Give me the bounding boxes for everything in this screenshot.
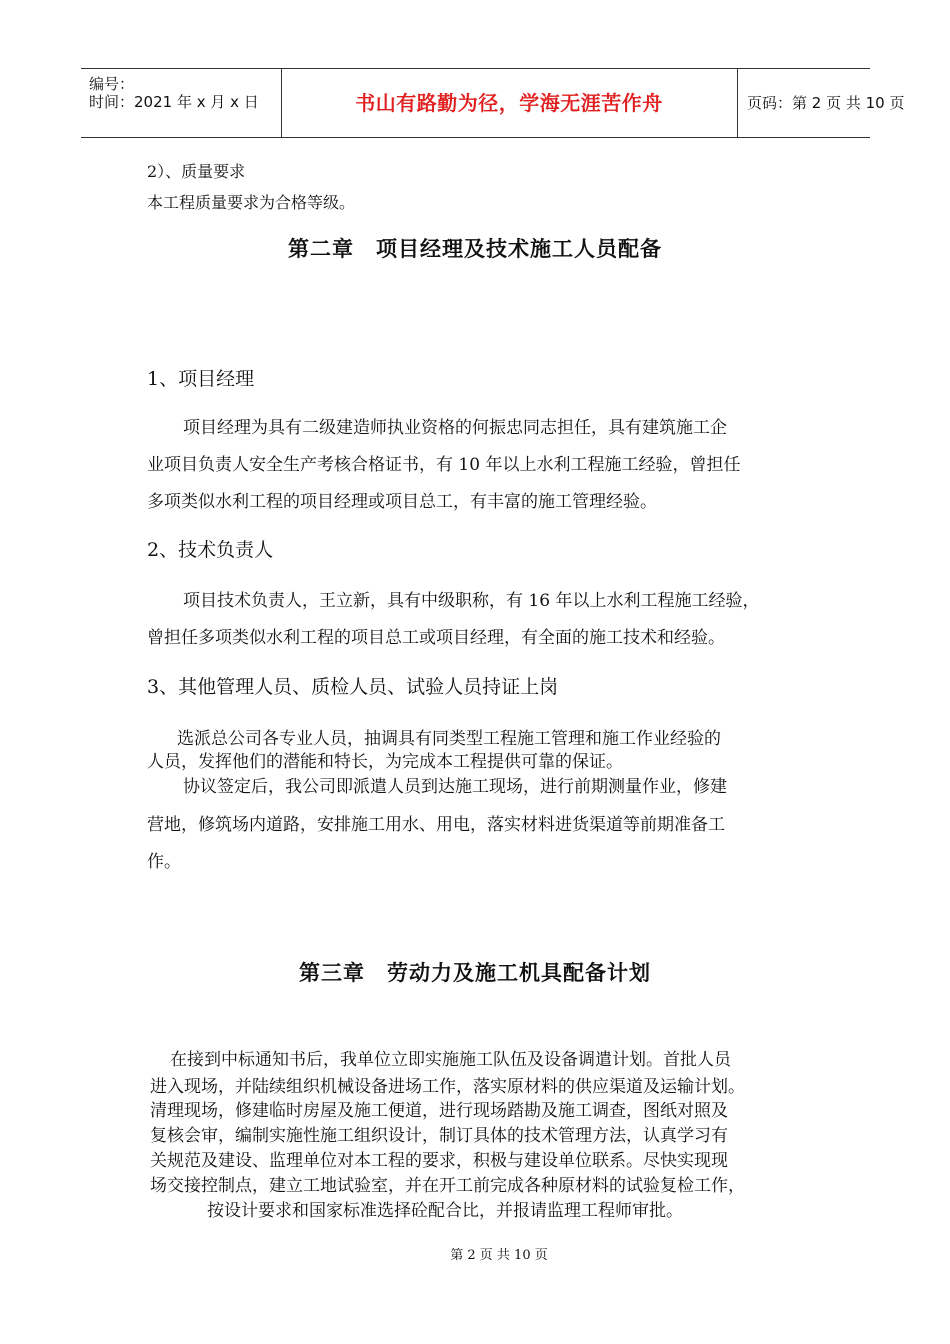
header-info-cell bbox=[81, 69, 282, 137]
paragraph-line: 项目技术负责人，王立新，具有中级职称，有 16 年以上水利工程施工经验， bbox=[183, 591, 760, 611]
document-date: 时间：2021 年 x 月 x 日 bbox=[89, 93, 259, 111]
chapter2-title: 第二章 项目经理及技术施工人员配备 bbox=[288, 237, 662, 261]
document-number: 编号： bbox=[89, 75, 135, 93]
paragraph-line: 项目经理为具有二级建造师执业资格的何振忠同志担任，具有建筑施工企 bbox=[183, 418, 727, 438]
paragraph-line: 按设计要求和国家标准选择砼配合比，并报请监理工程师审批。 bbox=[207, 1201, 683, 1221]
header-motto: 书山有路勤为径，学海无涯苦作舟 bbox=[355, 91, 663, 115]
document-header bbox=[81, 68, 905, 138]
paragraph-line: 场交接控制点，建立工地试验室，并在开工前完成各种原材料的试验复检工作， bbox=[150, 1176, 745, 1196]
paragraph-line: 营地，修筑场内道路，安排施工用水、用电，落实材料进货渠道等前期准备工 bbox=[147, 815, 725, 835]
quality-heading: 2）、质量要求 bbox=[147, 162, 246, 181]
paragraph-line: 进入现场，并陆续组织机械设备进场工作，落实原材料的供应渠道及运输计划。 bbox=[150, 1077, 745, 1097]
header-motto-cell bbox=[281, 69, 738, 137]
paragraph-line: 人员，发挥他们的潜能和特长，为完成本工程提供可靠的保证。 bbox=[147, 752, 623, 772]
paragraph-line: 业项目负责人安全生产考核合格证书，有 10 年以上水利工程施工经验，曾担任 bbox=[147, 455, 741, 475]
paragraph-line: 在接到中标通知书后，我单位立即实施施工队伍及设备调遣计划。首批人员 bbox=[170, 1050, 731, 1070]
paragraph-line: 作。 bbox=[147, 852, 181, 872]
page-footer: 第 2 页 共 10 页 bbox=[450, 1248, 548, 1263]
section-other-staff-heading: 3、其他管理人员、质检人员、试验人员持证上岗 bbox=[147, 676, 559, 698]
paragraph-line: 关规范及建设、监理单位对本工程的要求，积极与建设单位联系。尽快实现现 bbox=[150, 1151, 728, 1171]
paragraph-line: 协议签定后，我公司即派遣人员到达施工现场，进行前期测量作业，修建 bbox=[183, 777, 727, 797]
chapter3-title: 第三章 劳动力及施工机具配备计划 bbox=[299, 961, 651, 985]
paragraph-line: 曾担任多项类似水利工程的项目总工或项目经理，有全面的施工技术和经验。 bbox=[147, 628, 725, 648]
section-project-manager-heading: 1、项目经理 bbox=[147, 368, 255, 390]
quality-text: 本工程质量要求为合格等级。 bbox=[147, 193, 356, 212]
header-page-number: 页码：第 2 页 共 10 页 bbox=[747, 94, 905, 112]
section-tech-lead-heading: 2、技术负责人 bbox=[147, 539, 274, 561]
paragraph-line: 复核会审，编制实施性施工组织设计，制订具体的技术管理方法，认真学习有 bbox=[150, 1126, 728, 1146]
paragraph-line: 选派总公司各专业人员，抽调具有同类型工程施工管理和施工作业经验的 bbox=[177, 729, 721, 749]
paragraph-line: 多项类似水利工程的项目经理或项目总工，有丰富的施工管理经验。 bbox=[147, 492, 657, 512]
paragraph-line: 清理现场，修建临时房屋及施工便道，进行现场踏勘及施工调查，图纸对照及 bbox=[150, 1101, 728, 1121]
